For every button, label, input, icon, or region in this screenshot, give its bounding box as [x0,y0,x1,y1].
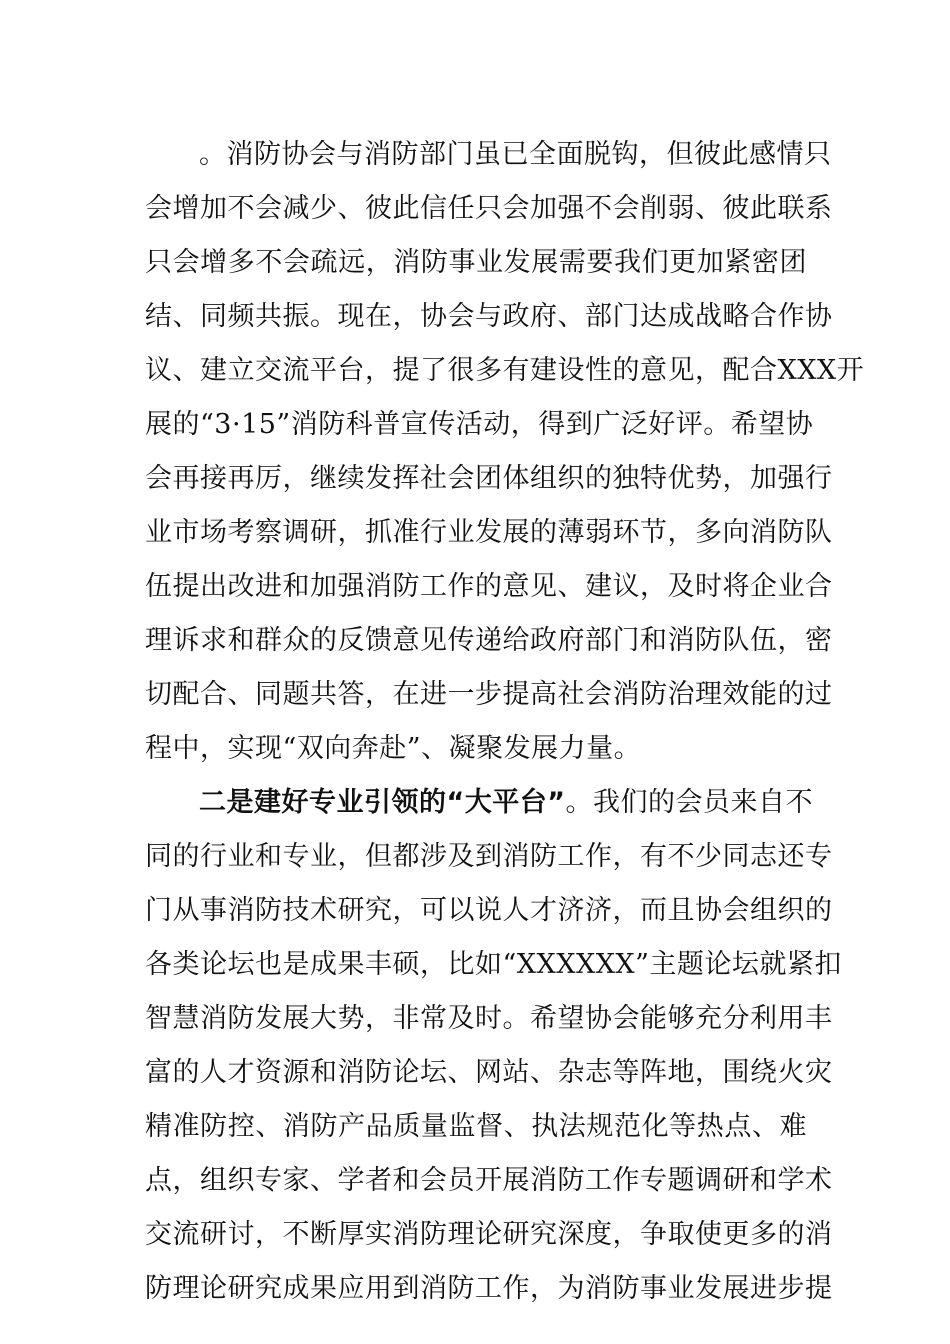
paragraph-1-line-5: 议、建立交流平台，提了很多有建设性的意见，配合XXX开 [145,355,865,386]
paragraph-1-line-1: 。消防协会与消防部门虽已全面脱钩，但彼此感情只 [199,139,832,170]
paragraph-2-line-10: 防理论研究成果应用到消防工作，为消防事业发展进步提 [145,1273,833,1304]
paragraph-1-line-10: 理诉求和群众的反馈意见传递给政府部门和消防队伍，密 [145,625,833,656]
paragraph-2-line-5: 智慧消防发展大势，非常及时。希望协会能够充分利用丰 [145,1003,833,1034]
paragraph-2-line-6: 富的人才资源和消防论坛、网站、杂志等阵地，围绕火灾 [145,1057,833,1088]
paragraph-2-line-1 [199,778,813,828]
paragraph-1-line-9: 伍提出改进和加强消防工作的意见、建议，及时将企业合 [145,571,833,602]
paragraph-2-line-1-rest: 。我们的会员来自不 [565,787,813,818]
paragraph-1-line-12: 程中，实现“双向奔赴”、凝聚发展力量。 [145,733,642,764]
paragraph-2-line-2: 同的行业和专业，但都涉及到消防工作，有不少同志还专 [145,841,833,872]
paragraph-2-line-8: 点，组织专家、学者和会员开展消防工作专题调研和学术 [145,1165,833,1196]
paragraph-2-line-3: 门从事消防技术研究，可以说人才济济，而且协会组织的 [145,895,833,926]
paragraph-2-line-7: 精准防控、消防产品质量监督、执法规范化等热点、难 [145,1111,807,1142]
paragraph-1-line-6: 展的“3·15”消防科普宣传活动，得到广泛好评。希望协 [145,409,814,440]
paragraph-1-line-8: 业市场考察调研，抓准行业发展的薄弱环节，多向消防队 [145,517,833,548]
section-heading: 二是建好专业引领的“大平台” [199,787,566,818]
paragraph-1-line-4: 结、同频共振。现在，协会与政府、部门达成战略合作协 [145,301,833,332]
paragraph-1-line-3: 只会增多不会疏远，消防事业发展需要我们更加紧密团 [145,247,807,278]
paragraph-1-line-7: 会再接再厉，继续发挥社会团体组织的独特优势，加强行 [145,463,833,494]
paragraph-2-line-4: 各类论坛也是成果丰硕，比如“XXXXXX”主题论坛就紧扣 [145,949,842,980]
paragraph-2-line-9: 交流研讨，不断厚实消防理论研究深度，争取使更多的消 [145,1219,833,1250]
paragraph-1-line-2: 会增加不会减少、彼此信任只会加强不会削弱、彼此联系 [145,193,833,224]
paragraph-1-line-11: 切配合、同题共答，在进一步提高社会消防治理效能的过 [145,679,833,710]
